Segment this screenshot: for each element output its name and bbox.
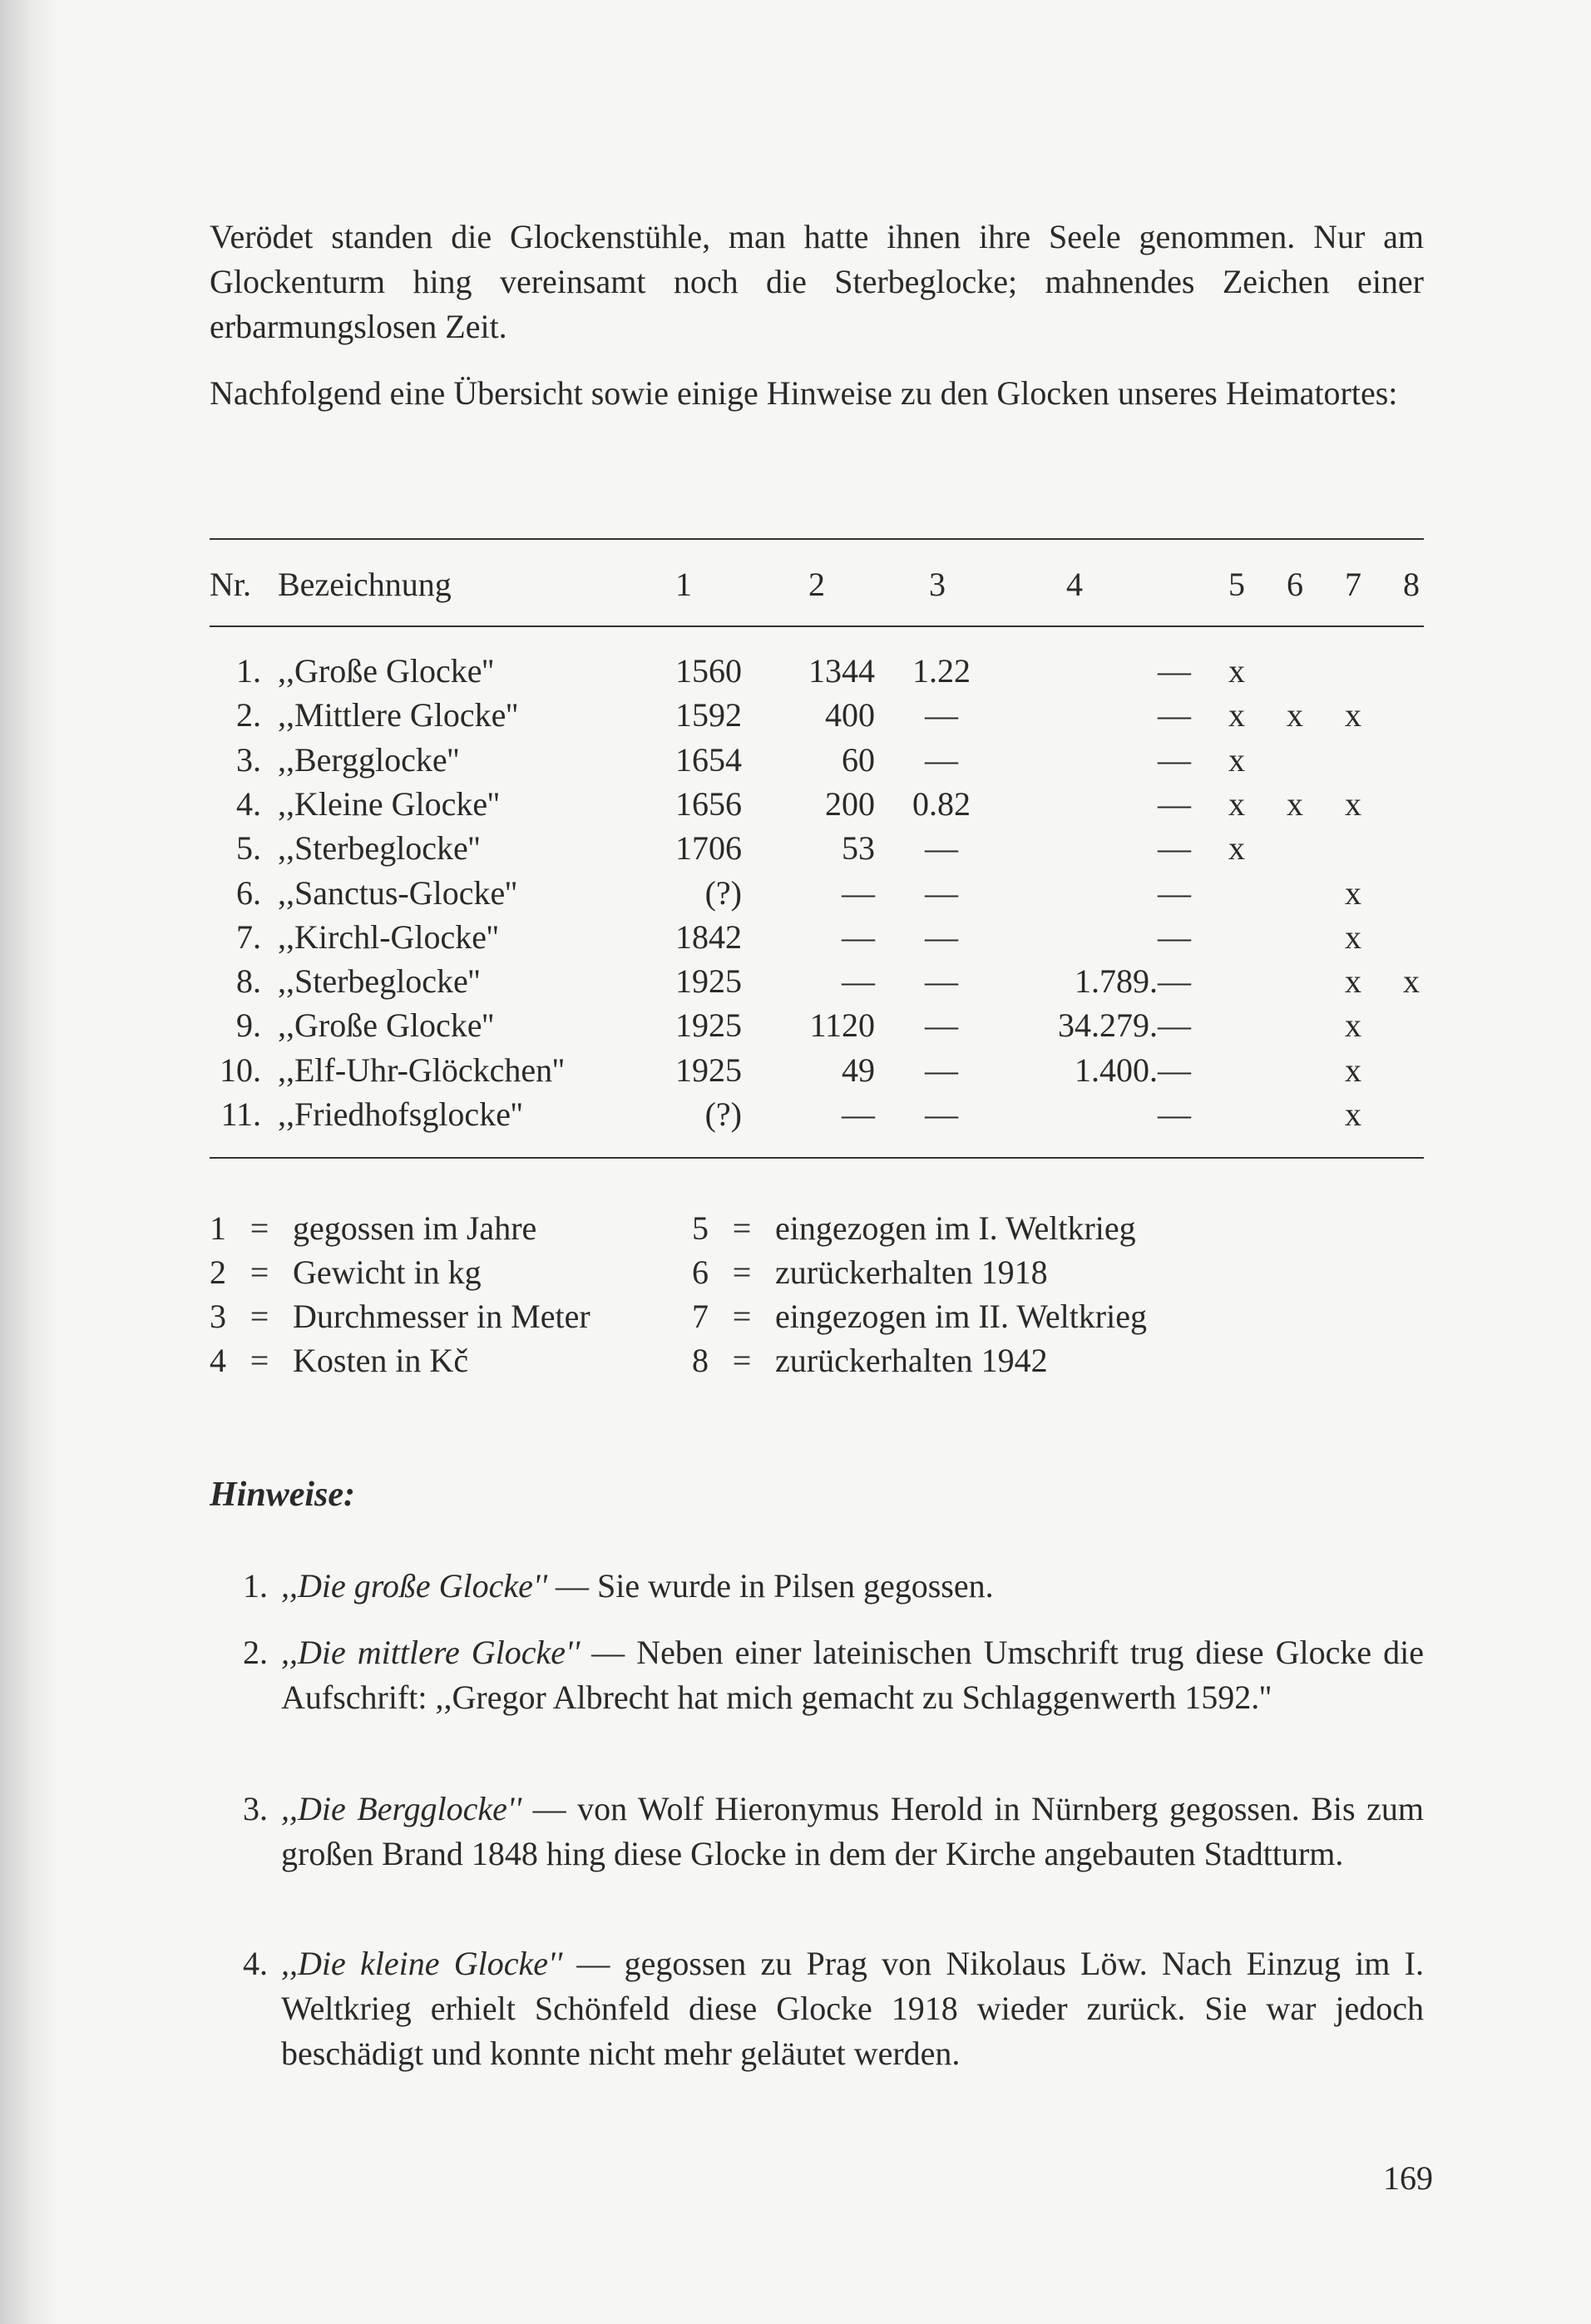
cell-bezeichnung: ,,Große Glocke''	[278, 652, 494, 690]
hinweis-title: ,,Die mittlere Glocke''	[281, 1634, 581, 1671]
cell-bezeichnung: ,,Kleine Glocke''	[278, 784, 500, 823]
legend-equals: =	[250, 1298, 269, 1335]
cell-nr: 7.	[236, 917, 261, 956]
cell-col-7: x	[1345, 1006, 1361, 1045]
header-col-2: 2	[808, 566, 825, 603]
cell-bezeichnung: ,,Sterbeglocke''	[278, 829, 481, 868]
legend-text: zurückerhalten 1942	[775, 1342, 1048, 1379]
cell-col-4: —	[1158, 829, 1191, 868]
cell-col-7: x	[1345, 1051, 1361, 1089]
cell-col-3: —	[925, 740, 958, 779]
cell-bezeichnung: ,,Sterbeglocke''	[278, 962, 481, 1001]
cell-col-1: 1706	[675, 829, 742, 868]
legend-text: gegossen im Jahre	[293, 1209, 537, 1247]
legend-key: 1	[210, 1209, 226, 1247]
cell-nr: 5.	[236, 829, 261, 868]
cell-nr: 10.	[220, 1051, 261, 1089]
header-col-4: 4	[1066, 566, 1083, 603]
legend-text: Kosten in Kč	[293, 1342, 469, 1379]
hinweis-title: ,,Die kleine Glocke''	[281, 1945, 563, 1982]
header-bezeichnung: Bezeichnung	[278, 566, 452, 603]
legend-text: Gewicht in kg	[293, 1253, 482, 1291]
cell-col-4: —	[1158, 740, 1191, 779]
cell-col-4: —	[1158, 652, 1191, 690]
hinweis-number: 2.	[243, 1634, 268, 1671]
table-header-rule	[210, 626, 1424, 627]
legend-key: 6	[692, 1253, 709, 1291]
cell-col-3: —	[925, 962, 958, 1001]
hinweis-body: — von Wolf Hieronymus Herold in Nürnberg gegossen. Bis zum großen Brand 1848 hing diese Glocke in dem der Kirche angebauten Stadtturm.	[281, 1790, 1424, 1872]
hinweis-number: 3.	[243, 1790, 268, 1827]
legend-equals: =	[732, 1253, 752, 1291]
legend-key: 5	[692, 1209, 709, 1247]
cell-col-7: x	[1345, 784, 1361, 823]
cell-col-3: 1.22	[912, 652, 971, 690]
hinweis-text	[281, 1630, 1424, 1720]
legend-equals: =	[250, 1209, 269, 1247]
cell-col-6: x	[1287, 784, 1303, 823]
cell-col-4: —	[1158, 696, 1191, 734]
cell-col-1: 1925	[675, 1051, 742, 1089]
cell-col-5: x	[1228, 784, 1245, 823]
hinweis-number: 4.	[243, 1945, 268, 1982]
cell-col-3: —	[925, 1095, 958, 1133]
cell-col-5: x	[1228, 740, 1245, 779]
cell-col-7: x	[1345, 696, 1361, 734]
cell-col-1: (?)	[704, 1095, 742, 1133]
cell-col-2: 1344	[808, 652, 875, 690]
cell-nr: 2.	[236, 696, 261, 734]
cell-nr: 1.	[236, 652, 261, 690]
cell-col-1: 1925	[675, 962, 742, 1001]
page-edge-shadow	[0, 0, 58, 2324]
hinweis-body: — Neben einer lateinischen Umschrift trug diese Glocke die Aufschrift: ,,Gregor Albrecht hat mich gemacht zu Schlaggenwerth 1592.''	[281, 1634, 1424, 1716]
cell-col-7: x	[1345, 873, 1361, 912]
cell-col-1: 1560	[675, 652, 742, 690]
cell-nr: 4.	[236, 784, 261, 823]
legend-equals: =	[250, 1253, 269, 1291]
cell-col-4: —	[1158, 873, 1191, 912]
cell-bezeichnung: ,,Bergglocke''	[278, 740, 460, 779]
legend-text: eingezogen im II. Weltkrieg	[775, 1298, 1147, 1335]
header-col-7: 7	[1345, 566, 1361, 603]
intro-paragraph-2: Nachfolgend eine Übersicht sowie einige Hinweise zu den Glocken unseres Heimatortes:	[210, 374, 1398, 412]
cell-col-8: x	[1403, 962, 1420, 1001]
cell-col-4: —	[1158, 1095, 1191, 1133]
legend-key: 2	[210, 1253, 226, 1291]
legend-key: 3	[210, 1298, 226, 1335]
hinweis-text	[281, 1787, 1424, 1877]
table-top-rule	[210, 538, 1424, 540]
cell-nr: 11.	[220, 1095, 261, 1133]
cell-nr: 9.	[236, 1006, 261, 1045]
cell-col-5: x	[1228, 696, 1245, 734]
cell-col-5: x	[1228, 829, 1245, 868]
cell-col-1: 1654	[675, 740, 742, 779]
legend-text: zurückerhalten 1918	[775, 1253, 1048, 1291]
cell-col-2: 1120	[809, 1006, 875, 1045]
cell-col-2: 53	[842, 829, 875, 868]
cell-col-1: 1842	[675, 917, 742, 956]
cell-bezeichnung: ,,Sanctus-Glocke''	[278, 873, 517, 912]
legend-equals: =	[732, 1298, 752, 1335]
cell-col-2: —	[842, 1095, 875, 1133]
cell-col-7: x	[1345, 917, 1361, 956]
cell-bezeichnung: ,,Große Glocke''	[278, 1006, 494, 1045]
page-number: 169	[1383, 2159, 1433, 2197]
cell-col-2: 400	[825, 696, 875, 734]
cell-nr: 6.	[236, 873, 261, 912]
hinweis-text	[281, 1941, 1424, 2076]
hinweis-title: ,,Die Bergglocke''	[281, 1790, 522, 1827]
cell-col-1: 1592	[675, 696, 742, 734]
cell-col-2: 60	[842, 740, 875, 779]
header-col-8: 8	[1403, 566, 1420, 603]
legend-equals: =	[732, 1342, 752, 1379]
cell-col-4: 1.789.—	[1075, 962, 1191, 1001]
header-col-3: 3	[929, 566, 946, 603]
header-nr: Nr.	[210, 566, 251, 603]
cell-col-2: —	[842, 873, 875, 912]
cell-col-1: (?)	[704, 873, 742, 912]
cell-col-3: —	[925, 829, 958, 868]
legend-text: Durchmesser in Meter	[293, 1298, 590, 1335]
cell-col-7: x	[1345, 1095, 1361, 1133]
cell-col-4: —	[1158, 784, 1191, 823]
cell-col-6: x	[1287, 696, 1303, 734]
cell-bezeichnung: ,,Elf-Uhr-Glöckchen''	[278, 1051, 565, 1089]
cell-col-1: 1925	[675, 1006, 742, 1045]
cell-col-3: —	[925, 917, 958, 956]
legend-key: 8	[692, 1342, 709, 1379]
cell-col-2: 49	[842, 1051, 875, 1089]
hinweis-title: ,,Die große Glocke''	[281, 1567, 547, 1605]
cell-col-1: 1656	[675, 784, 742, 823]
hinweise-heading: Hinweise:	[210, 1476, 355, 1514]
cell-col-2: 200	[825, 784, 875, 823]
header-col-5: 5	[1228, 566, 1245, 603]
legend-equals: =	[732, 1209, 752, 1247]
intro-paragraph-1: Verödet standen die Glockenstühle, man hatte ihnen ihre Seele genommen. Nur am Glockenturm hing vereinsamt noch die Sterbeglocke; mahnendes Zeichen einer erbarmungslosen Zeit.	[210, 218, 1424, 345]
hinweis-text	[281, 1564, 1424, 1609]
hinweis-body: — Sie wurde in Pilsen gegossen.	[546, 1567, 994, 1605]
cell-col-3: —	[925, 1051, 958, 1089]
header-col-1: 1	[675, 566, 692, 603]
cell-bezeichnung: ,,Friedhofsglocke''	[278, 1095, 523, 1133]
header-col-6: 6	[1287, 566, 1303, 603]
cell-col-7: x	[1345, 962, 1361, 1001]
legend-key: 7	[692, 1298, 709, 1335]
cell-col-2: —	[842, 917, 875, 956]
cell-col-3: —	[925, 873, 958, 912]
legend-text: eingezogen im I. Weltkrieg	[775, 1209, 1136, 1247]
hinweis-body: — gegossen zu Prag von Nikolaus Löw. Nach Einzug im I. Weltkrieg erhielt Schönfeld diese Glocke 1918 wieder zurück. Sie war jedoch beschädigt und konnte nicht mehr geläutet werden.	[281, 1945, 1424, 2072]
cell-col-2: —	[842, 962, 875, 1001]
cell-nr: 8.	[236, 962, 261, 1001]
cell-bezeichnung: ,,Kirchl-Glocke''	[278, 917, 499, 956]
cell-col-3: —	[925, 696, 958, 734]
table-bottom-rule	[210, 1157, 1424, 1159]
cell-bezeichnung: ,,Mittlere Glocke''	[278, 696, 518, 734]
cell-col-4: 1.400.—	[1075, 1051, 1191, 1089]
cell-nr: 3.	[236, 740, 261, 779]
cell-col-3: —	[925, 1006, 958, 1045]
legend-equals: =	[250, 1342, 269, 1379]
cell-col-3: 0.82	[912, 784, 971, 823]
hinweis-number: 1.	[243, 1567, 268, 1605]
cell-col-4: —	[1158, 917, 1191, 956]
cell-col-5: x	[1228, 652, 1245, 690]
cell-col-4: 34.279.—	[1058, 1006, 1191, 1045]
legend-key: 4	[210, 1342, 226, 1379]
